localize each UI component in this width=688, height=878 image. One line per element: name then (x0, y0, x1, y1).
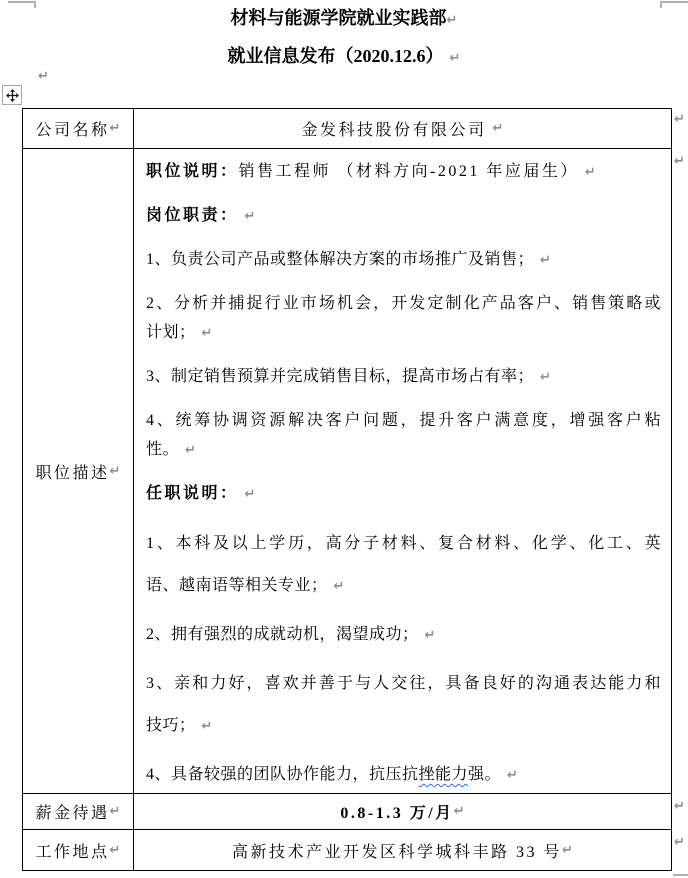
page-title-text: 材料与能源学院就业实践部 (230, 8, 447, 28)
move-arrows-icon (5, 88, 20, 103)
job-info-table (22, 108, 672, 871)
position-text: 销售工程师 （材料方向-2021 年应届生） (238, 163, 579, 180)
pilcrow-icon: ↵ (201, 719, 213, 734)
pilcrow-icon: ↵ (674, 154, 685, 169)
pilcrow-icon: ↵ (185, 443, 196, 458)
pilcrow-icon: ↵ (674, 835, 685, 850)
requirement-2-text: 2、拥有强烈的成就动机，渴望成功； (146, 626, 419, 643)
job-description-cell[interactable] (134, 149, 672, 794)
job-description-label: 职位描述 (35, 464, 110, 482)
pilcrow-icon: ↵ (244, 487, 256, 502)
pilcrow-icon: ↵ (562, 842, 573, 858)
location-value-cell[interactable] (134, 830, 672, 871)
pilcrow-icon: ↵ (38, 69, 49, 84)
duty-item (146, 362, 661, 392)
pilcrow-icon: ↵ (449, 51, 461, 66)
requirement-item (146, 523, 661, 608)
location-value: 高新技术产业开发区科学城科丰路 33 号 (232, 843, 563, 861)
duty-2-line2: 计划； (146, 324, 196, 341)
pilcrow-icon: ↵ (453, 804, 465, 819)
duty-1-text: 1、负责公司产品或整体解决方案的市场推广及销售； (146, 251, 535, 268)
pilcrow-icon: ↵ (333, 579, 345, 594)
salary-label-cell[interactable] (23, 794, 134, 830)
job-description-label-cell[interactable] (23, 149, 134, 794)
requirements-heading-line (146, 479, 661, 509)
pilcrow-icon: ↵ (446, 13, 458, 28)
position-summary (146, 157, 661, 187)
pilcrow-icon: ↵ (507, 768, 518, 783)
requirement-4-text: 4、具备较强的团队协作能力，抗压抗 (146, 766, 419, 783)
duty-3-text: 3、制定销售预算并完成销售目标，提高市场占有率； (146, 368, 535, 385)
requirements-heading: 任职说明： (146, 485, 239, 502)
pilcrow-icon: ↵ (109, 804, 121, 819)
pilcrow-icon: ↵ (201, 326, 213, 341)
duties-heading-line (146, 201, 661, 231)
duty-item (146, 406, 661, 465)
crop-mark-bottom-right (673, 874, 688, 876)
requirement-1-line1: 1、本科及以上学历，高分子材料、复合材料、化学、化工、英 (146, 535, 661, 552)
duties-heading: 岗位职责： (146, 207, 239, 224)
pilcrow-icon: ↵ (424, 628, 436, 643)
company-name-value: 金发科技股份有限公司 (301, 122, 487, 139)
requirement-3-line2: 技巧； (146, 717, 196, 734)
duty-4-line1: 4、统筹协调资源解决客户问题，提升客户满意度，增强客户粘 (146, 412, 661, 429)
requirement-item (146, 614, 661, 657)
pilcrow-icon: ↵ (674, 799, 685, 814)
pilcrow-icon: ↵ (109, 463, 121, 479)
requirement-1-line2: 语、越南语等相关专业； (146, 577, 328, 594)
pilcrow-icon: ↵ (109, 121, 121, 136)
spellcheck-flagged-text: 挫能力 (418, 766, 469, 783)
pilcrow-icon: ↵ (540, 253, 551, 268)
requirement-item (146, 754, 661, 797)
page-title (0, 3, 688, 36)
page-subtitle (0, 41, 688, 74)
salary-label: 薪金待遇 (35, 805, 110, 822)
pilcrow-icon: ↵ (492, 121, 504, 136)
table-move-handle[interactable] (2, 85, 22, 105)
position-heading: 职位说明： (146, 163, 239, 180)
duty-2-line1: 2、分析并捕捉行业市场机会，开发定制化产品客户、销售策略或 (146, 295, 661, 312)
location-label-cell[interactable] (23, 830, 134, 871)
pilcrow-icon: ↵ (540, 370, 551, 385)
location-label: 工作地点 (35, 843, 110, 861)
salary-value: 0.8-1.3 万/月 (340, 805, 454, 822)
company-name-label: 公司名称 (35, 122, 110, 139)
pilcrow-icon: ↵ (109, 842, 121, 858)
company-name-label-cell[interactable] (23, 109, 134, 149)
page-subtitle-text: 就业信息发布（2020.12.6） (227, 46, 444, 66)
duty-item (146, 289, 661, 348)
salary-value-cell[interactable] (134, 794, 672, 830)
requirement-item (146, 663, 661, 748)
duty-item (146, 245, 661, 275)
duty-4-line2: 性。 (146, 441, 180, 458)
pilcrow-icon: ↵ (674, 112, 685, 127)
pilcrow-icon: ↵ (584, 165, 596, 180)
company-name-value-cell[interactable] (134, 109, 672, 149)
requirement-3-line1: 3、亲和力好，喜欢并善于与人交往，具备良好的沟通表达能力和 (146, 675, 661, 692)
requirement-4-tail: 强。 (468, 766, 502, 783)
pilcrow-icon: ↵ (244, 209, 256, 224)
